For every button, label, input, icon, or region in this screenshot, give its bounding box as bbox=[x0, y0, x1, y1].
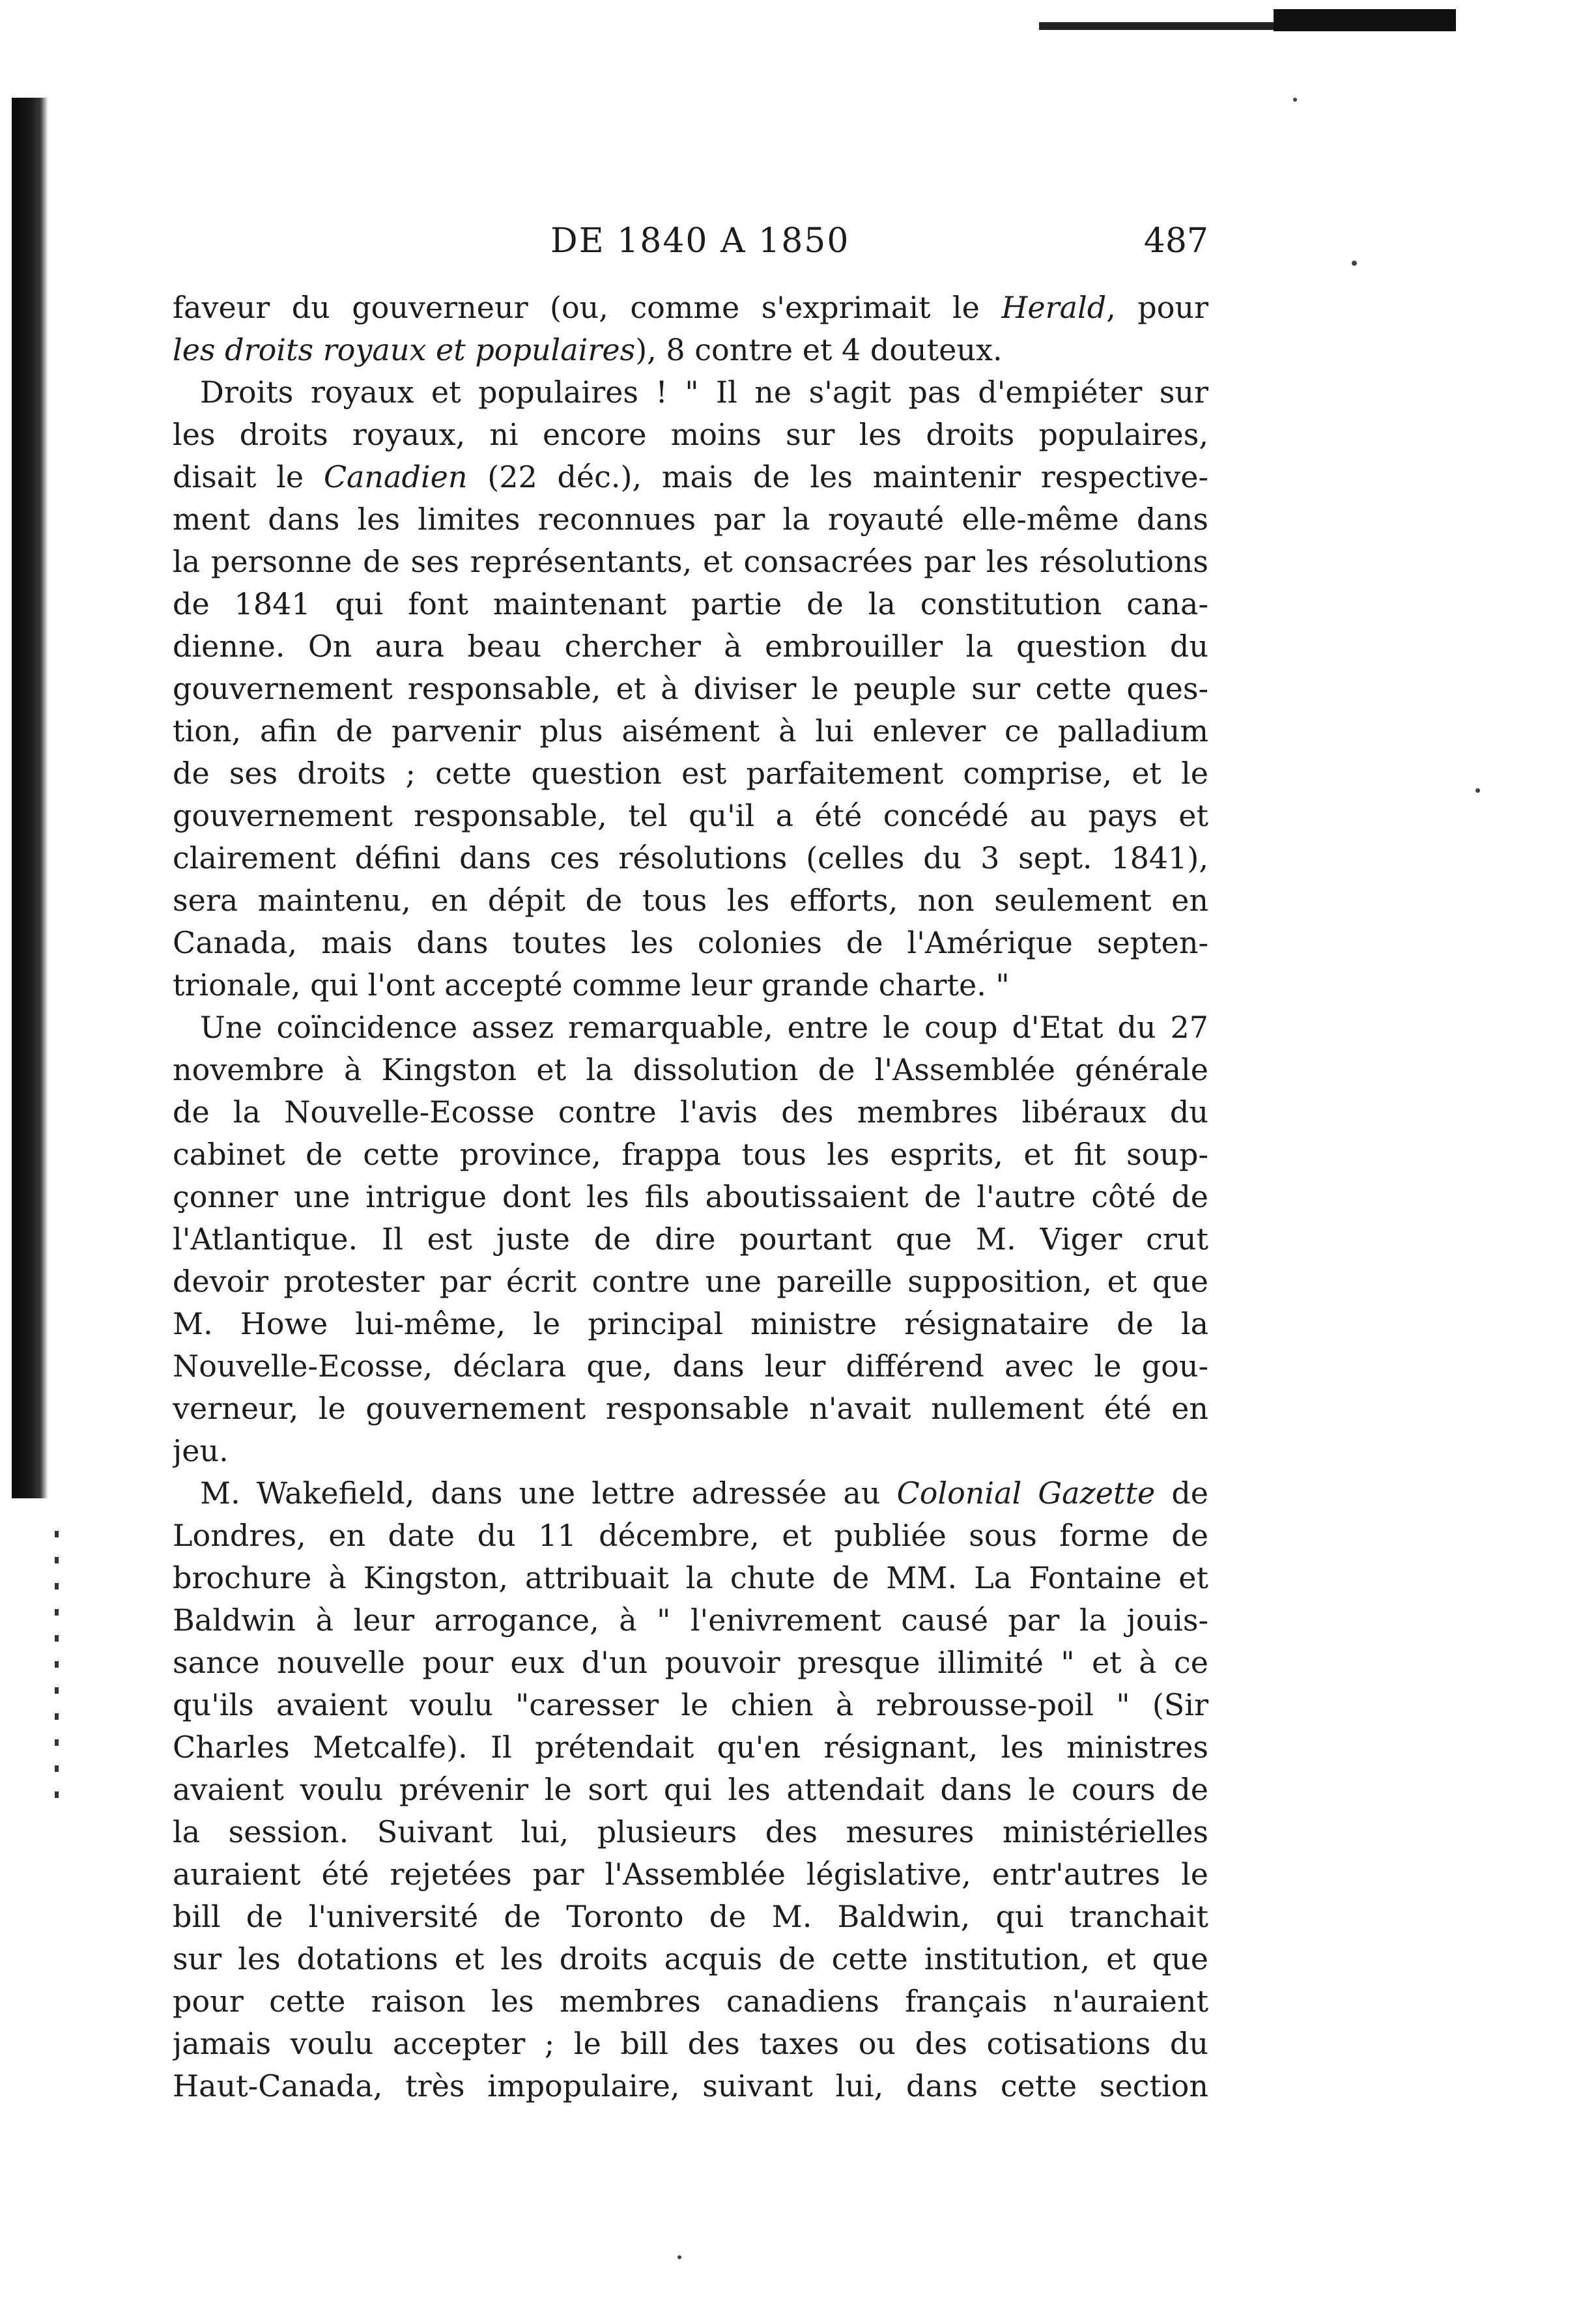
text-line: cabinet de cette province, frappa tous les esprits, et fit soup- bbox=[173, 1137, 1208, 1172]
book-spine-shadow bbox=[12, 98, 48, 1498]
scan-speck bbox=[1293, 98, 1297, 102]
text-line: sera maintenu, en dépit de tous les efforts, non seulement en bbox=[173, 883, 1208, 918]
text-line: pour cette raison les membres canadiens français n'auraient bbox=[173, 1984, 1208, 2019]
text-line: qu'ils avaient voulu "caresser le chien à rebrousse-poil " (Sir bbox=[173, 1687, 1208, 1722]
text-line: brochure à Kingston, attribuait la chute de MM. La Fontaine et bbox=[173, 1560, 1208, 1595]
scan-speck bbox=[1475, 788, 1480, 793]
text-line: de 1841 qui font maintenant partie de la constitution cana- bbox=[173, 586, 1208, 621]
text-line: la session. Suivant lui, plusieurs des mesures ministérielles bbox=[173, 1814, 1208, 1849]
text-line: novembre à Kingston et la dissolution de l'Assemblée générale bbox=[173, 1052, 1208, 1087]
text-line: Droits royaux et populaires ! " Il ne s'agit pas d'empiéter sur bbox=[200, 375, 1208, 410]
text-line: devoir protester par écrit contre une pareille supposition, et que bbox=[173, 1264, 1208, 1299]
text-line: çonner une intrigue dont les fils aboutissaient de l'autre côté de bbox=[173, 1179, 1208, 1214]
text-line: faveur du gouverneur (ou, comme s'exprimait le Herald, pour bbox=[173, 290, 1208, 325]
text-line: la personne de ses représentants, et consacrées par les résolutions bbox=[173, 544, 1208, 579]
text-line: M. Wakefield, dans une lettre adressée au Colonial Gazette de bbox=[200, 1476, 1208, 1511]
scan-speck bbox=[677, 2255, 681, 2259]
text-line: Canada, mais dans toutes les colonies de l'Amérique septen- bbox=[173, 925, 1208, 960]
text-line: disait le Canadien (22 déc.), mais de les maintenir respective- bbox=[173, 459, 1208, 494]
text-line: gouvernement responsable, tel qu'il a été concédé au pays et bbox=[173, 798, 1208, 833]
page-number: 487 bbox=[1143, 221, 1208, 261]
text-line: clairement défini dans ces résolutions (celles du 3 sept. 1841), bbox=[173, 840, 1208, 876]
text-line: ment dans les limites reconnues par la royauté elle-même dans bbox=[173, 502, 1208, 537]
text-line: jeu. bbox=[173, 1433, 229, 1468]
body-text bbox=[173, 287, 1208, 2107]
running-title: DE 1840 A 1850 bbox=[550, 221, 850, 261]
scan-edge-bar bbox=[1039, 9, 1456, 33]
text-line: jamais voulu accepter ; le bill des taxes ou des cotisations du bbox=[173, 2026, 1208, 2061]
text-line: gouvernement responsable, et à diviser le peuple sur cette ques- bbox=[173, 671, 1208, 706]
text-line: dienne. On aura beau chercher à embrouiller la question du bbox=[173, 629, 1208, 664]
text-line: sur les dotations et les droits acquis de cette institution, et que bbox=[173, 1941, 1208, 1976]
text-line: trionale, qui l'ont accepté comme leur grande charte. " bbox=[173, 967, 1010, 1003]
text-line: sance nouvelle pour eux d'un pouvoir presque illimité " et à ce bbox=[173, 1645, 1208, 1680]
binding-marks bbox=[55, 1531, 59, 1804]
text-line: tion, afin de parvenir plus aisément à lui enlever ce palladium bbox=[173, 713, 1208, 749]
text-line: Charles Metcalfe). Il prétendait qu'en résignant, les ministres bbox=[173, 1730, 1208, 1765]
text-line: Baldwin à leur arrogance, à " l'enivrement causé par la jouis- bbox=[173, 1603, 1208, 1638]
text-line: M. Howe lui-même, le principal ministre résignataire de la bbox=[173, 1306, 1208, 1341]
page-header bbox=[173, 221, 1208, 267]
text-line: auraient été rejetées par l'Assemblée législative, entr'autres le bbox=[173, 1857, 1208, 1892]
text-line: Haut-Canada, très impopulaire, suivant lui, dans cette section bbox=[173, 2068, 1208, 2103]
text-line: verneur, le gouvernement responsable n'avait nullement été en bbox=[173, 1391, 1208, 1426]
text-line: l'Atlantique. Il est juste de dire pourtant que M. Viger crut bbox=[173, 1221, 1208, 1257]
text-line: de ses droits ; cette question est parfaitement comprise, et le bbox=[173, 756, 1208, 791]
text-line: Une coïncidence assez remarquable, entre le coup d'Etat du 27 bbox=[200, 1010, 1208, 1045]
text-line: bill de l'université de Toronto de M. Baldwin, qui tranchait bbox=[173, 1899, 1208, 1934]
text-line: Londres, en date du 11 décembre, et publiée sous forme de bbox=[173, 1518, 1208, 1553]
text-line: avaient voulu prévenir le sort qui les attendait dans le cours de bbox=[173, 1772, 1208, 1807]
text-line: Nouvelle-Ecosse, déclara que, dans leur différend avec le gou- bbox=[173, 1348, 1208, 1384]
scan-speck bbox=[1352, 261, 1357, 266]
text-line: de la Nouvelle-Ecosse contre l'avis des membres libéraux du bbox=[173, 1094, 1208, 1130]
text-line: les droits royaux, ni encore moins sur les droits populaires, bbox=[173, 417, 1208, 452]
text-line: les droits royaux et populaires), 8 contre et 4 douteux. bbox=[173, 332, 1003, 367]
